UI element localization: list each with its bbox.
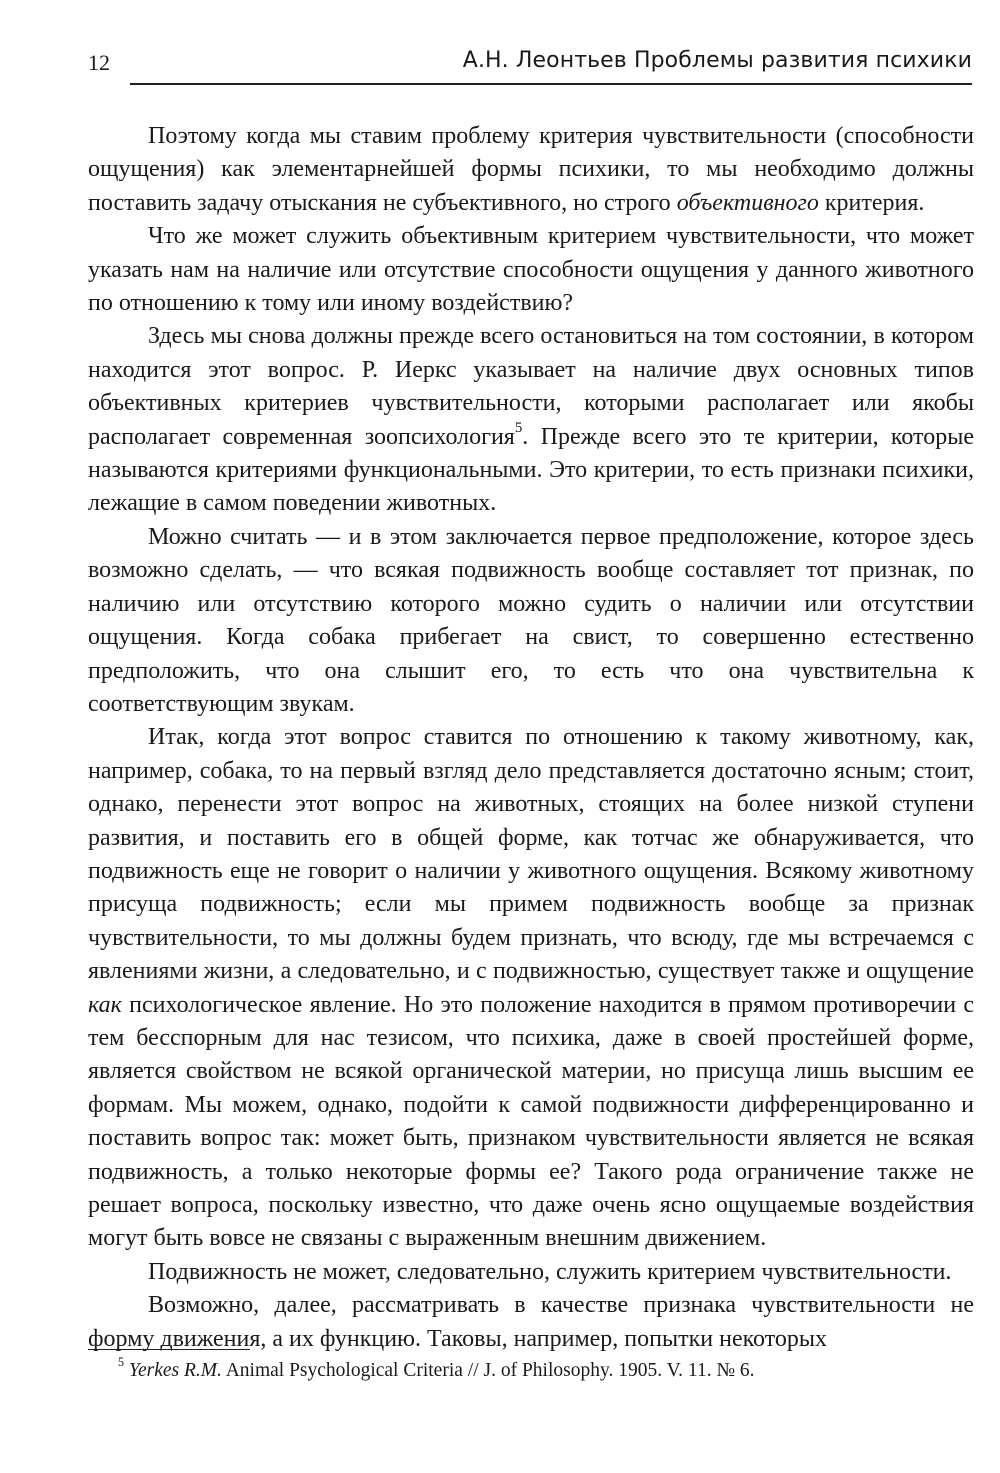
paragraph-4: Можно считать — и в этом заключается первое предположение, которое здесь возможно сделать, — что всякая подвижность вообще составляет тот признак, по наличию или отсутствию которого можно судить о наличии или отсутствии ощущения. Когда собака прибегает на свист, то совершенно естественно предположить, что она слышит его, то есть что она чувствительна к соответствующим звукам. <box>88 523 974 717</box>
paragraph-5-end: психологическое явление. Но это положение находится в прямом противоречии с тем бесспорным для нас тезисом, что психика, даже в своей простейшей форме, является свойством не всякой органической материи, но присуща лишь высшим ее формам. Мы можем, однако, подойти к самой подвижности дифференцированно и поставить вопрос так: может быть, признаком чувствительности является не всякая подвижность, а только некоторые формы ее? Такого рода ограничение также не решает вопроса, поскольку известно, что даже очень ясно ощущаемые воздействия могут быть вовсе не связаны с выраженным внешним движением. <box>88 991 974 1252</box>
page-number: 12 <box>88 50 110 75</box>
italic-term-objective: объективного <box>676 189 819 216</box>
paragraph-2: Что же может служить объективным критерием чувствительности, что может указать нам на наличие или отсутствие способности ощущения у данного животного по отношению к тому или иному воздействию? <box>88 223 974 317</box>
paragraph-6: Подвижность не может, следовательно, служить критерием чувствительности. <box>148 1258 952 1285</box>
footnote <box>118 1355 978 1384</box>
italic-term-how: как <box>88 991 122 1018</box>
footnote-reference: 5 <box>514 419 523 436</box>
footnote-mark: 5 <box>118 1355 125 1370</box>
paragraph-3-text: Здесь мы снова должны прежде всего остановиться на том состоянии, в котором находится этот вопрос. Р. Иеркс указывает на наличие двух основных типов объективных критериев чувствительности, которыми располагает или якобы располагает современная зоопсихология <box>88 323 974 450</box>
paragraph-3 <box>88 320 974 520</box>
paragraph-7: Возможно, далее, рассматривать в качестве признака чувствительности не форму движения, а их функцию. Таковы, например, попытки некоторых <box>88 1292 974 1352</box>
paragraph-3-end: . Прежде всего это те критерии, которые называются критериями функциональными. Это критерии, то есть признаки психики, лежащие в самом поведении животных. <box>88 423 975 517</box>
header-rule <box>130 83 972 85</box>
paragraph-1 <box>88 120 974 220</box>
paragraph-5 <box>88 721 974 1256</box>
body-text <box>88 120 974 1356</box>
paragraph-1-end: критерия. <box>818 189 925 216</box>
paragraph-1-text: Поэтому когда мы ставим проблему критерия чувствительности (способности ощущения) как элементарнейшей формы психики, то мы необходимо должны поставить задачу отыскания не субъективного, но строго <box>88 123 974 216</box>
footnote-text: Animal Psychological Criteria // J. of Philosophy. 1905. V. 11. № 6. <box>221 1360 755 1381</box>
running-title: А.Н. Леонтьев Проблемы развития психики <box>462 48 972 73</box>
paragraph-5-text: Итак, когда этот вопрос ставится по отношению к такому животному, как, например, собака, то на первый взгляд дело представляется достаточно ясным; стоит, однако, перенести этот вопрос на животных, стоящих на более низкой ступени развития, и поставить его в общей форме, как тотчас же обнаруживается, что подвижность еще не говорит о наличии у животного ощущения. Всякому животному присуща подвижность; если мы примем подвижность вообще за признак чувствительности, то мы должны будем признать, что всюду, где мы встречаемся с явлениями жизни, а следовательно, и с подвижностью, существует также и ощущение <box>88 724 974 985</box>
footnote-rule <box>88 1349 250 1350</box>
footnote-author: Yerkes R.M. <box>128 1360 222 1381</box>
page-header <box>88 44 972 86</box>
